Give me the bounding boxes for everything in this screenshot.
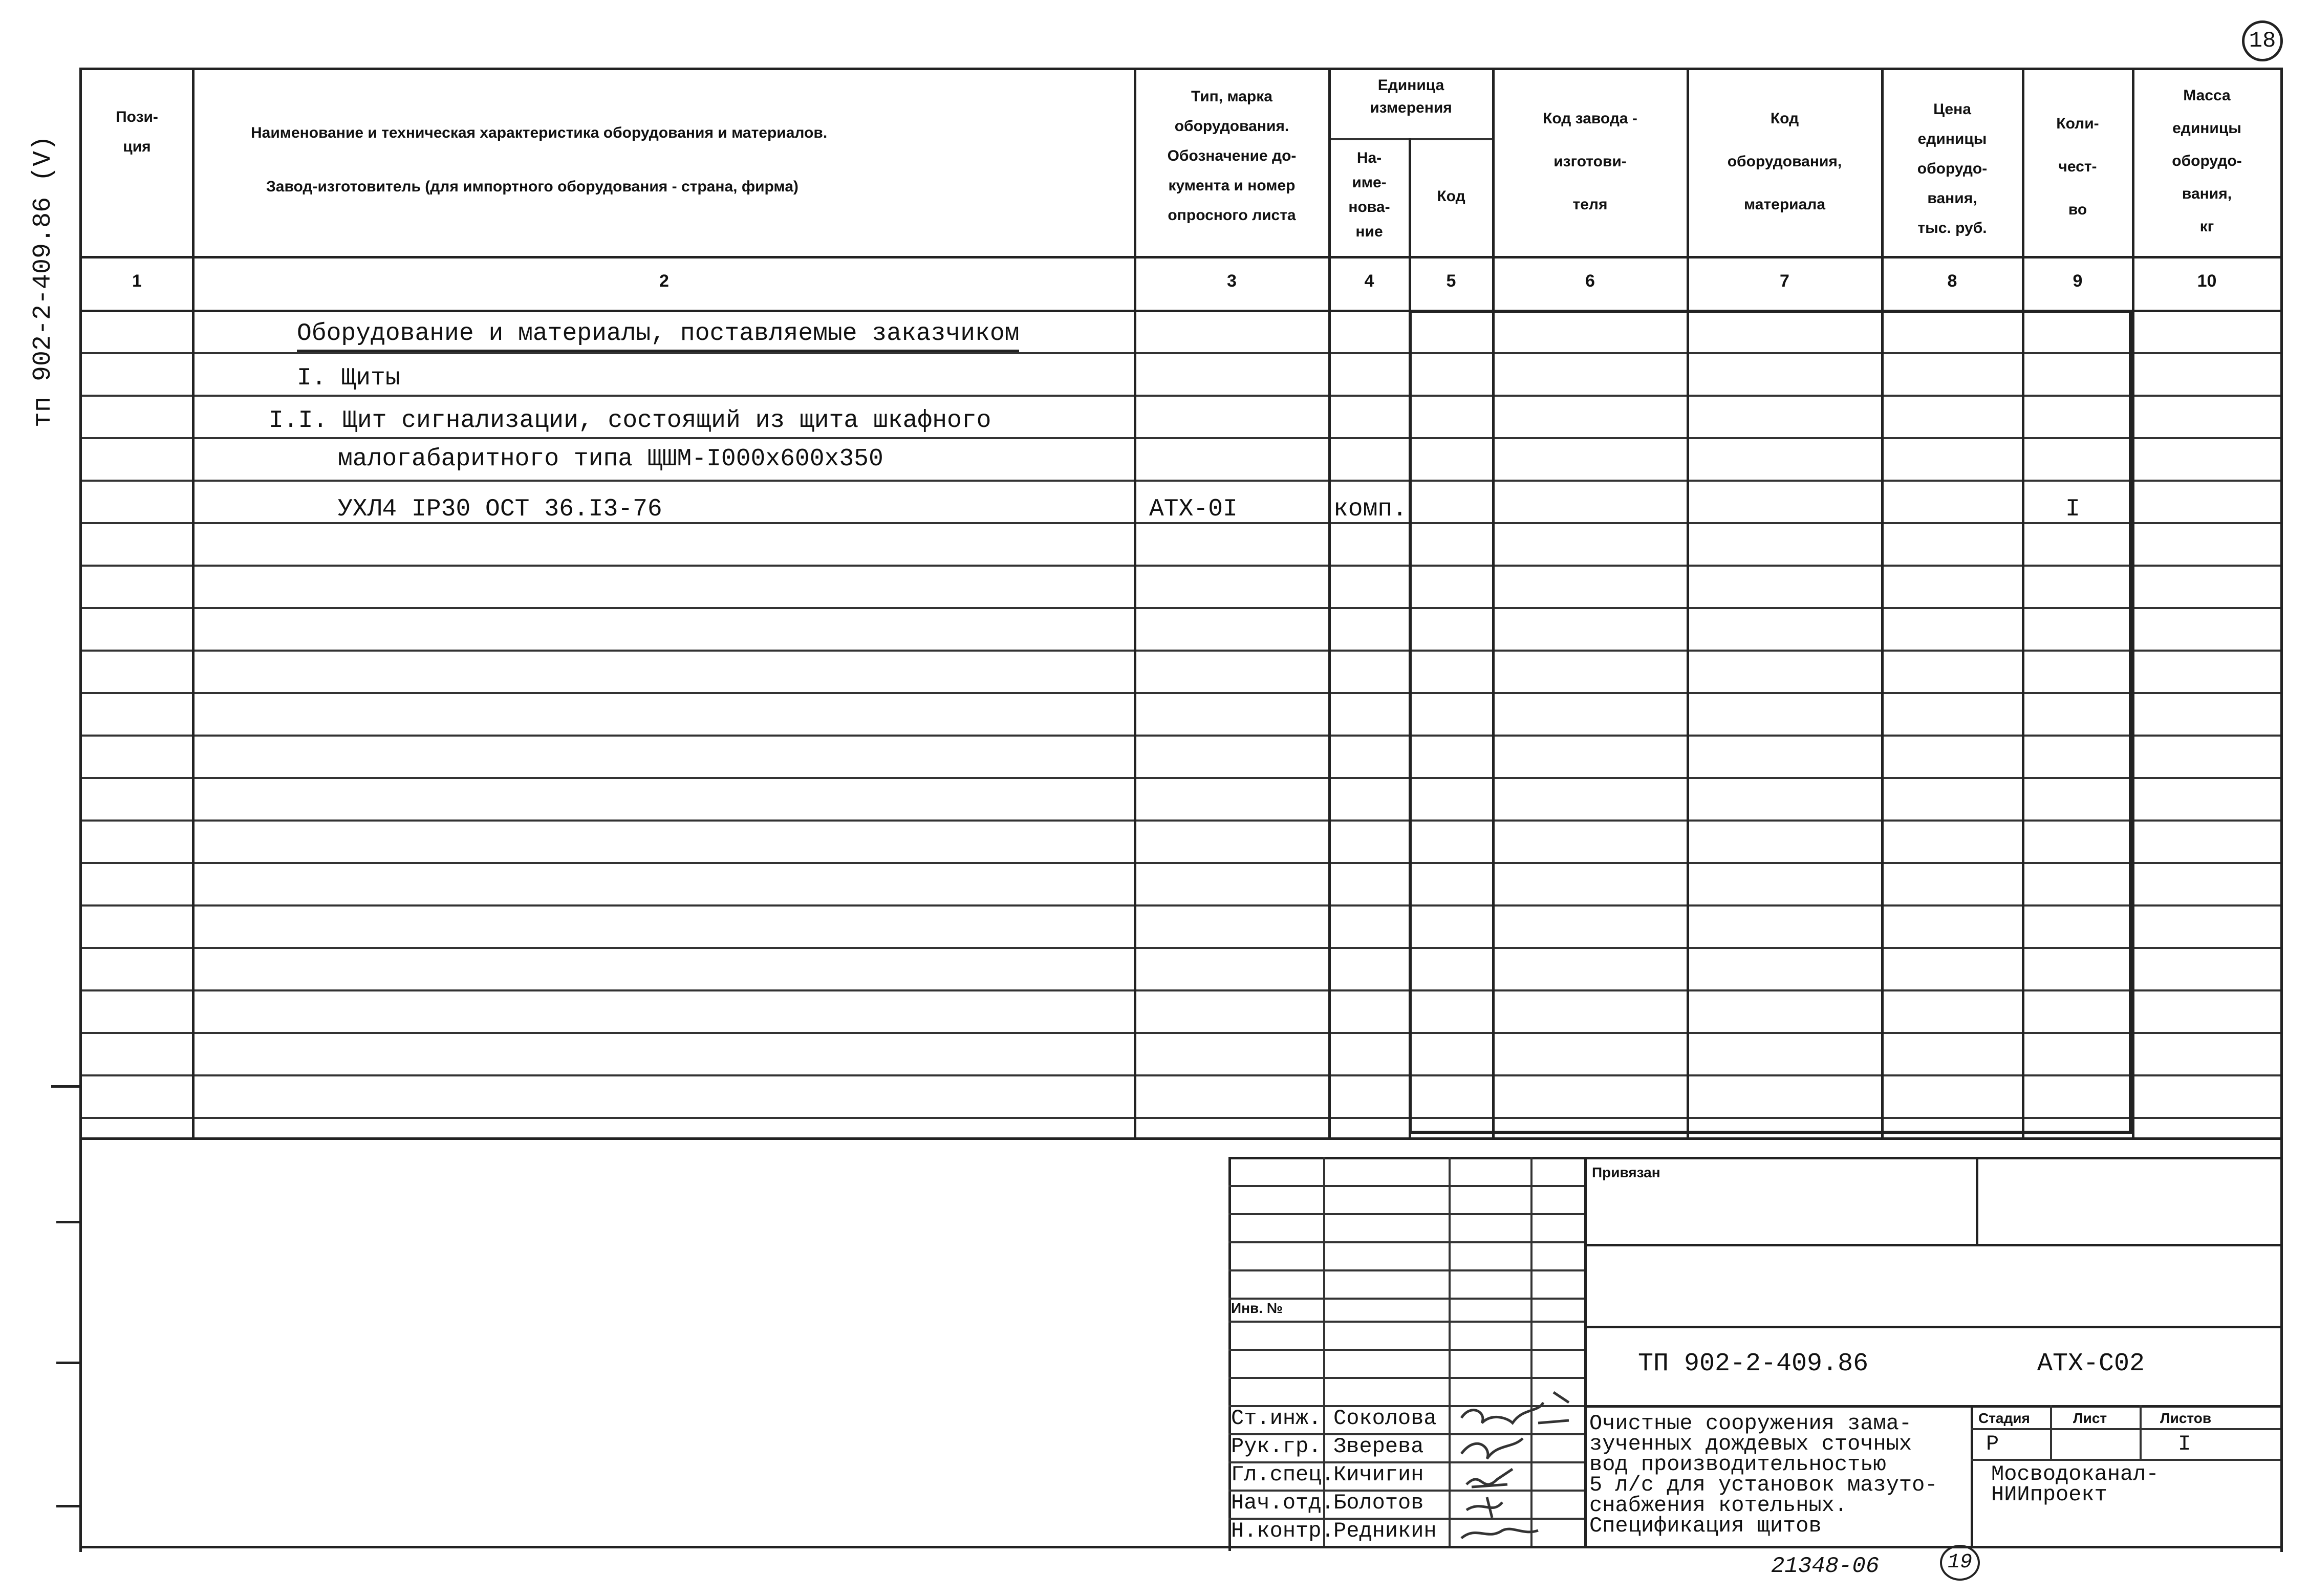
header-factory-code: Код завода - изготови- теля xyxy=(1543,110,1637,213)
header-type: Тип, марка оборудования. Обозначение до- кумента и номер опросного листа xyxy=(1167,88,1297,224)
item-quantity: I xyxy=(2065,495,2080,523)
privyazan-label: Привязан xyxy=(1592,1164,1660,1180)
header-unit-code: Код xyxy=(1437,188,1465,205)
column-number-3: 3 xyxy=(1227,271,1237,291)
staff-name: Болотов xyxy=(1333,1491,1424,1515)
description-line: зученных дождевых сточных xyxy=(1589,1432,1912,1456)
side-label: тп 902-2-409.86 (V) xyxy=(29,135,58,427)
item-line-3: УХЛ4 IР30 ОСТ 36.I3-76 xyxy=(338,495,662,523)
description-line: Очистные сооружения зама- xyxy=(1589,1411,1912,1436)
page-number: 19 xyxy=(1940,1545,1980,1581)
inventory-number-label: Инв. № xyxy=(1231,1300,1283,1316)
margin-mark xyxy=(56,1221,82,1223)
header-equipment-code: Код оборудования, материала xyxy=(1727,110,1842,213)
document-code: ТП 902-2-409.86 xyxy=(1638,1349,1869,1378)
section-title: Оборудование и материалы, поставляемые заказчиком xyxy=(297,320,1019,352)
stage-label: Стадия xyxy=(1978,1410,2030,1426)
staff-role: Ст.инж. xyxy=(1231,1406,1322,1431)
description-line: снабжения котельных. xyxy=(1589,1493,1848,1518)
header-name-line2: Завод-изготовитель (для импортного оборудования - страна, фирма) xyxy=(266,178,799,195)
header-name-line1: Наименование и техническая характеристика оборудования и материалов. xyxy=(251,124,828,141)
column-number-8: 8 xyxy=(1947,271,1957,291)
sheet-code: АТХ-С02 xyxy=(2037,1349,2145,1378)
column-number-7: 7 xyxy=(1780,271,1789,291)
sheet-number: 18 xyxy=(2242,20,2283,61)
column-number-5: 5 xyxy=(1446,271,1456,291)
header-price: Цена единицы оборудо- вания, тыс. руб. xyxy=(1917,101,1988,236)
column-number-4: 4 xyxy=(1364,271,1374,291)
column-number-9: 9 xyxy=(2073,271,2083,291)
item-unit: комп. xyxy=(1333,495,1408,523)
sheets-label: Листов xyxy=(2160,1410,2212,1426)
description-line: вод производительностью xyxy=(1589,1452,1886,1477)
staff-name: Зверева xyxy=(1333,1434,1424,1459)
column-number-2: 2 xyxy=(659,271,669,291)
staff-name: Кичигин xyxy=(1333,1462,1424,1487)
description-line: 5 л/с для установок мазуто- xyxy=(1589,1473,1938,1497)
staff-role: Рук.гр. xyxy=(1231,1434,1322,1459)
staff-name: Соколова xyxy=(1333,1406,1437,1431)
margin-mark xyxy=(51,1085,82,1088)
column-number-1: 1 xyxy=(132,271,142,291)
header-position: Пози- ция xyxy=(116,109,158,155)
staff-role: Нач.отд. xyxy=(1231,1491,1334,1515)
signature-scribbles xyxy=(1451,1382,1594,1546)
header-quantity: Коли- чест- во xyxy=(2056,115,2099,218)
header-unit-group: Единица измерения xyxy=(1370,77,1452,116)
archive-number: 21348-06 xyxy=(1771,1554,1880,1579)
staff-name: Редникин xyxy=(1333,1519,1437,1543)
staff-role: Гл.спец. xyxy=(1231,1462,1334,1487)
staff-role: Н.контр. xyxy=(1231,1519,1334,1543)
item-line-2: малогабаритного типа ЩШМ-I000х600х350 xyxy=(338,445,883,473)
stage-value: Р xyxy=(1986,1432,1999,1456)
column-number-10: 10 xyxy=(2197,271,2217,291)
description-line: Спецификация щитов xyxy=(1589,1514,1822,1538)
sheet-label: Лист xyxy=(2073,1410,2107,1426)
header-unit-name: На- име- нова- ние xyxy=(1348,149,1390,240)
sheets-value: I xyxy=(2178,1432,2191,1456)
margin-mark xyxy=(56,1505,82,1507)
group-title: I. Щиты xyxy=(297,364,400,392)
header-mass: Масса единицы оборудо- вания, кг xyxy=(2172,87,2242,235)
item-line-1: I.I. Щит сигнализации, состоящий из щита шкафного xyxy=(269,407,991,435)
item-type: АТХ-0I xyxy=(1149,495,1238,523)
organization: Мосводоканал- НИИпроект xyxy=(1991,1462,2159,1507)
column-number-6: 6 xyxy=(1585,271,1595,291)
margin-mark xyxy=(56,1362,82,1364)
